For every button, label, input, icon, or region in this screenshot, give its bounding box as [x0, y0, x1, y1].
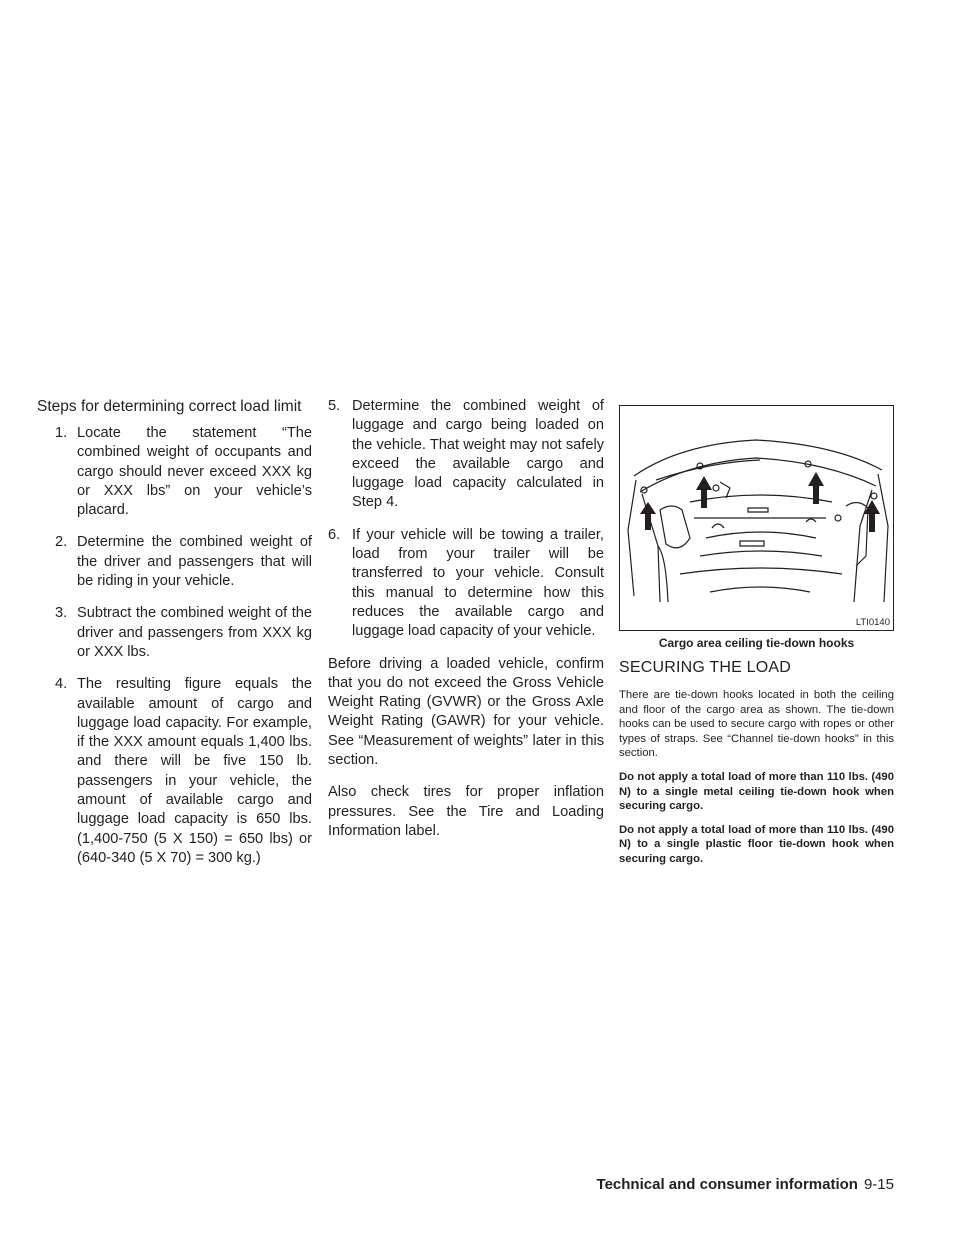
gvwr-paragraph: Before driving a loaded vehicle, confirm that you do not exceed the Gross Vehicle Weight Rating (GVWR) or the Gross Axle Weight Rating (GAWR) for your vehicle. See “Measurement of weights” later in this section.: [328, 655, 604, 769]
step-number: 1.: [55, 425, 68, 441]
right-column: [619, 397, 894, 876]
ceiling-hook-warning: Do not apply a total load of more than 110 lbs. (490 N) to a single metal ceiling tie-down hook when securing cargo.: [619, 770, 894, 813]
list-item: [328, 526, 604, 642]
list-item: [328, 397, 604, 513]
step-number: 3.: [55, 605, 68, 622]
figure-code: LTI0140: [855, 617, 890, 628]
cargo-ceiling-figure: [619, 405, 894, 631]
tie-down-paragraph: There are tie-down hooks located in both the ceiling and floor of the cargo area as shown. The tie-down hooks can be used to secure cargo with ropes or other types of straps. See “Channel tie-down hooks” in this section.: [619, 689, 894, 760]
figure-caption: Cargo area ceiling tie-down hooks: [658, 636, 855, 650]
list-item: [37, 675, 312, 868]
section-title: SECURING THE LOAD: [619, 659, 792, 676]
step-number: 5.: [328, 398, 341, 414]
footer-section-title: Technical and consumer information: [596, 1176, 858, 1193]
subsection-heading: Steps for determining correct load limit: [37, 398, 302, 415]
list-item: [37, 424, 312, 520]
list-item: [37, 533, 312, 591]
tire-paragraph: Also check tires for proper inflation pressures. See the Tire and Loading Information label.: [328, 784, 604, 839]
step-text: Determine the combined weight of the driver and passengers that will be riding in your vehicle.: [77, 534, 312, 590]
step-text: If your vehicle will be towing a trailer, load from your trailer will be transferred to your vehicle. Consult this manual to determine how this reduces the available cargo and luggage load capacity of your vehicle.: [352, 526, 604, 640]
page-footer: [591, 1176, 894, 1193]
floor-hook-warning: Do not apply a total load of more than 110 lbs. (490 N) to a single plastic floor tie-down hook when securing cargo.: [619, 823, 894, 865]
middle-column: [328, 397, 604, 854]
cargo-area-illustration: [620, 406, 893, 630]
page-number: 9-15: [863, 1176, 894, 1193]
step-text: Subtract the combined weight of the driver and passengers from XXX kg or XXX lbs.: [77, 605, 312, 660]
step-number: 4.: [55, 676, 68, 693]
step-number: 6.: [328, 526, 341, 543]
steps-list-5-6: [328, 397, 604, 642]
left-column: [37, 397, 312, 881]
step-text: Determine the combined weight of luggage and cargo being loaded on the vehicle. That weight may not safely exceed the available cargo and luggage load capacity calculated in Step 4.: [352, 398, 604, 511]
step-number: 2.: [55, 534, 68, 551]
list-item: [37, 604, 312, 662]
step-text: The resulting figure equals the available amount of cargo and luggage load capacity. For example, if the XXX amount equals 1,400 lbs. and there will be five 150 lb. passengers in your vehicle, the amount of available cargo and luggage load capacity is 650 lbs. (1,400-750 (5 X 150) = 650 lbs) or (640-340 (5 X 70) = 300 kg.): [77, 676, 312, 866]
step-text: Locate the statement “The combined weight of occupants and cargo should never exceed XXX kg or XXX lbs” on your vehicle’s placard.: [77, 425, 312, 519]
steps-list-1-4: [37, 424, 312, 868]
